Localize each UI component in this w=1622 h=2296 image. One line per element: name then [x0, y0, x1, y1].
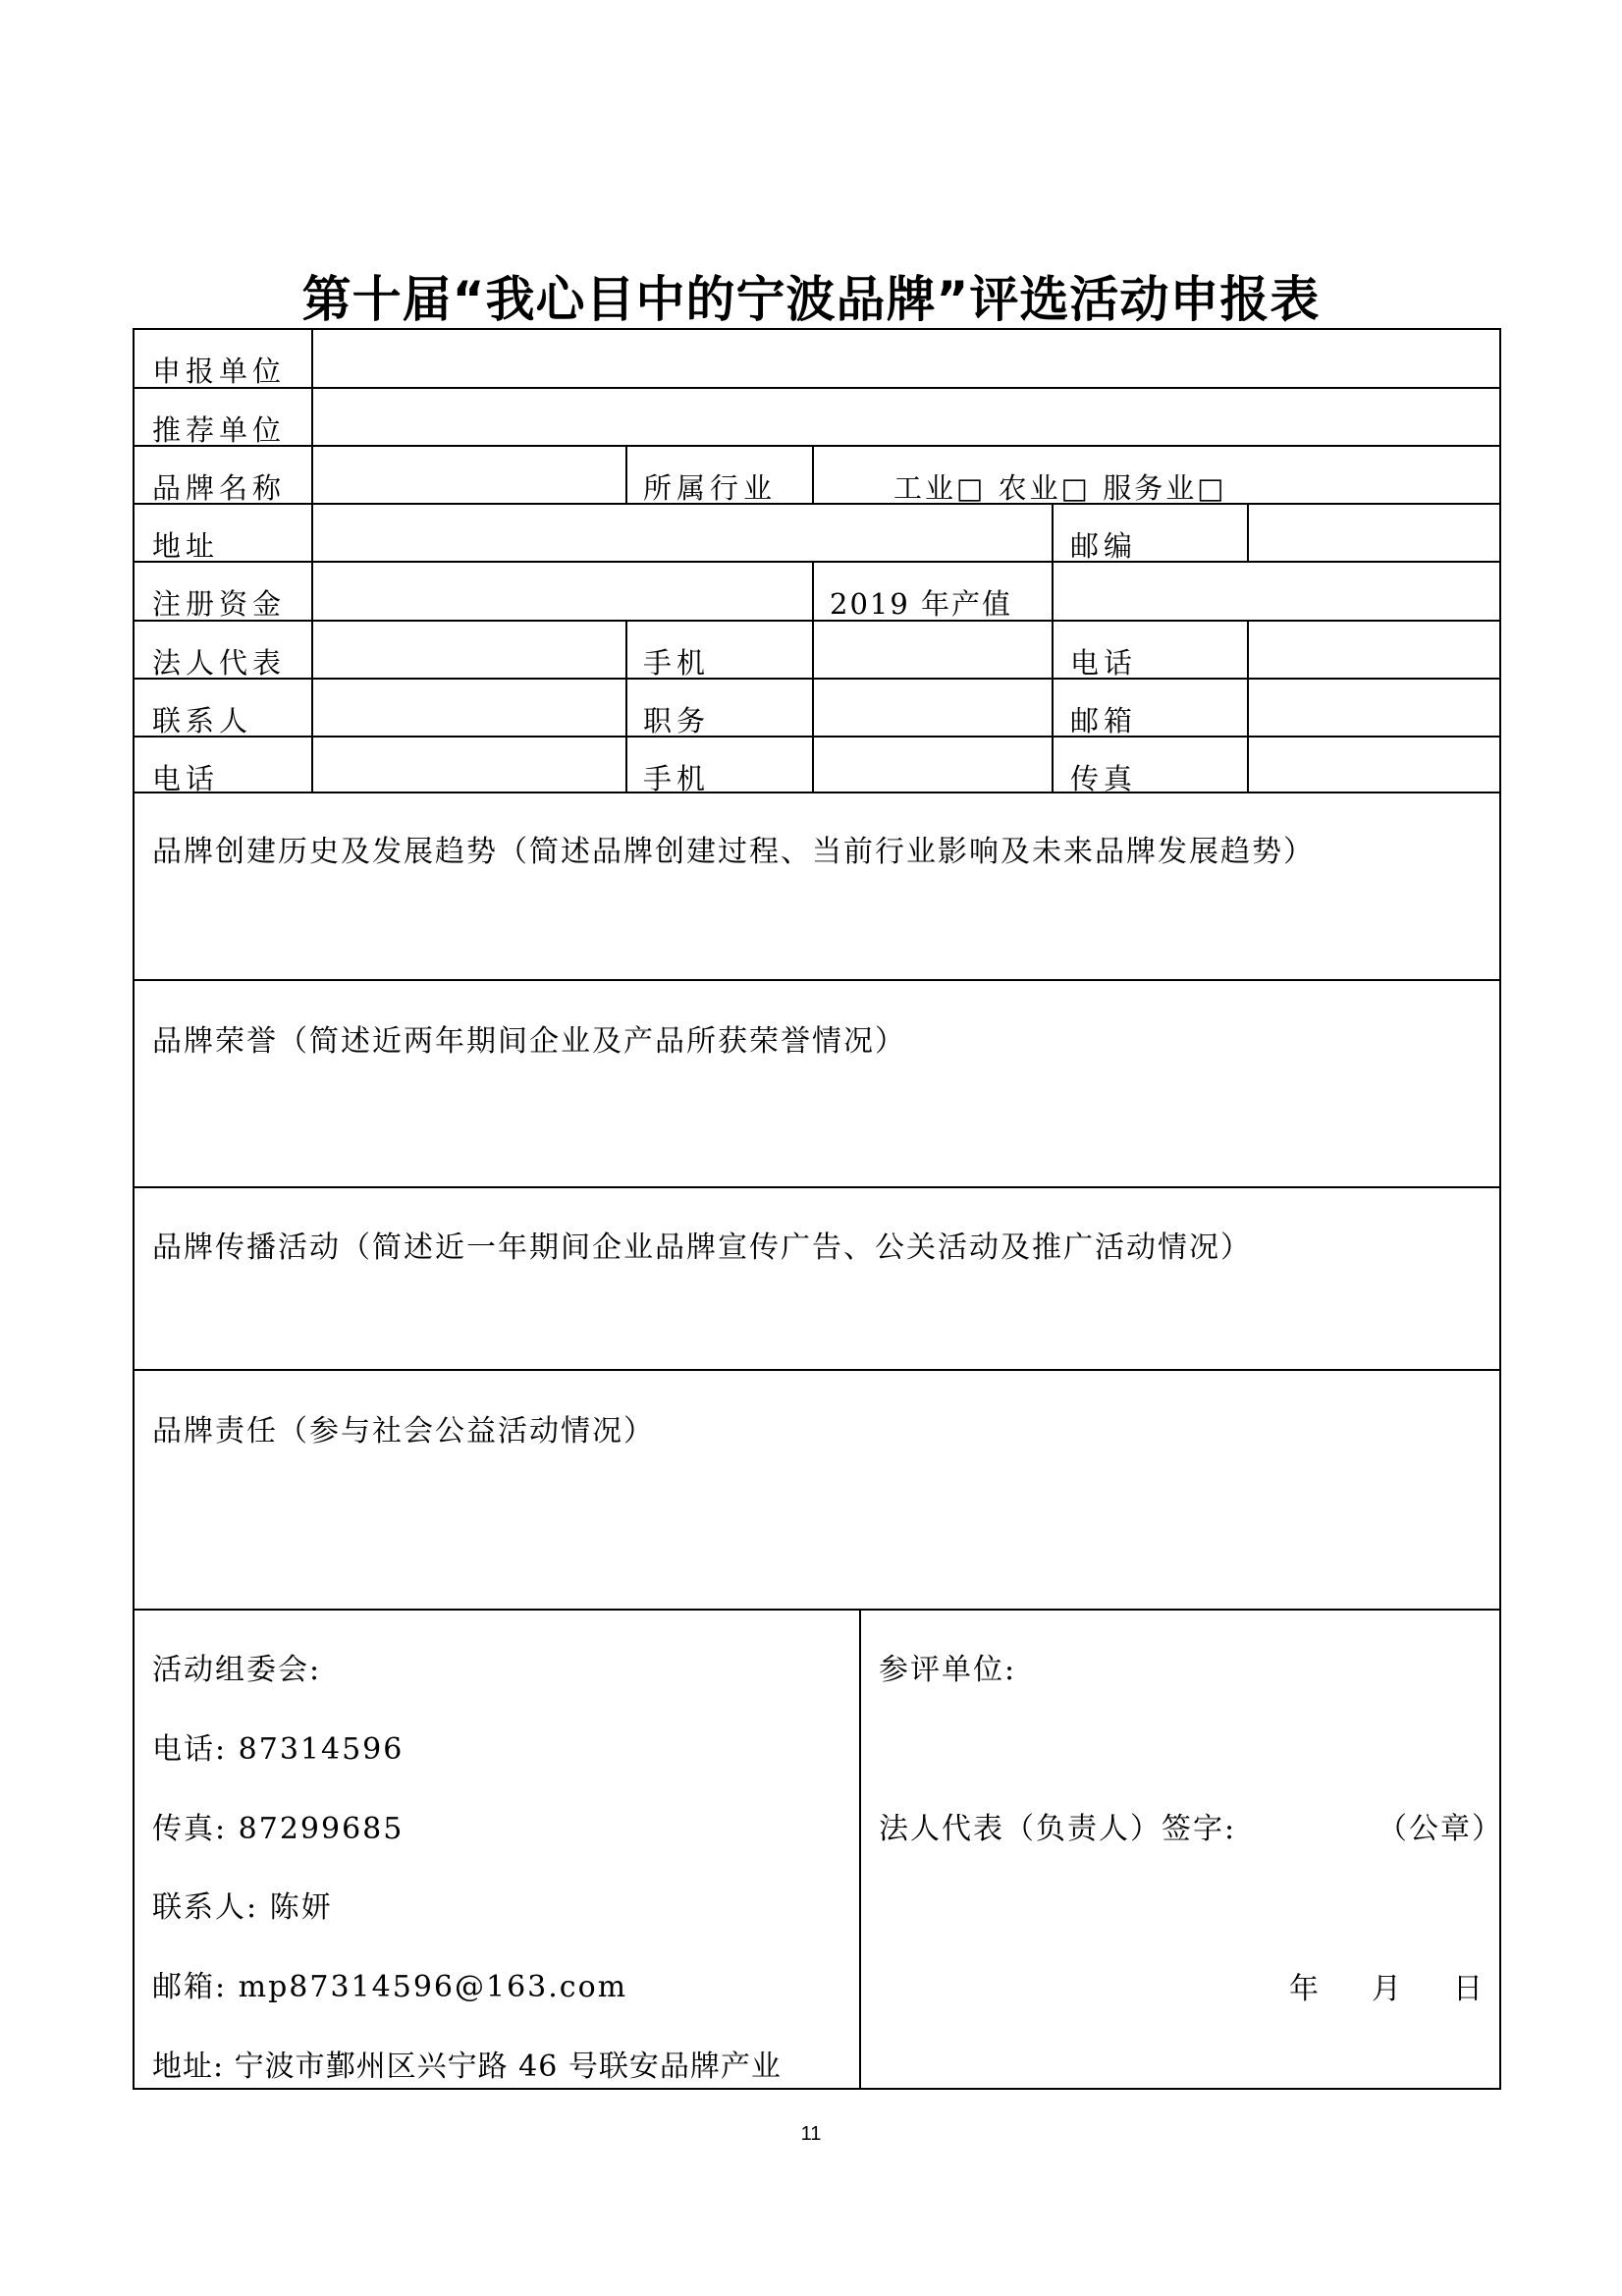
label-mobile: 手机: [643, 646, 711, 678]
label-address: 地址: [152, 529, 220, 561]
row-border: [133, 2088, 1501, 2090]
col-border: [625, 445, 627, 504]
label-recommending-unit: 推荐单位: [152, 413, 287, 445]
date-year: 年: [1289, 1972, 1321, 2006]
footer-divider: [859, 1609, 861, 2090]
form-title: 第十届“我心目中的宁波品牌”评选活动申报表: [301, 271, 1321, 328]
postcode-field[interactable]: [1249, 505, 1499, 561]
table-border-left: [133, 328, 135, 2090]
organizer-email: 邮箱: mp87314596@163.com: [152, 1970, 628, 2004]
row-border: [133, 1186, 1501, 1188]
date-day: 日: [1453, 1972, 1485, 2006]
label-brand-name: 品牌名称: [152, 471, 287, 503]
section-responsibility: 品牌责任（参与社会公益活动情况）: [152, 1414, 655, 1449]
label-contact: 联系人: [152, 704, 253, 736]
section-promotion: 品牌传播活动（简述近一年期间企业品牌宣传广告、公关活动及推广活动情况）: [152, 1230, 1252, 1265]
page-number: 11: [800, 2123, 822, 2145]
section-history: 品牌创建历史及发展趋势（简述品牌创建过程、当前行业影响及未来品牌发展趋势）: [152, 835, 1315, 869]
recommending-unit-field[interactable]: [313, 389, 1499, 445]
col-border: [812, 620, 814, 792]
label-industry: 所属行业: [643, 471, 778, 503]
label-mobile-2: 手机: [643, 762, 711, 792]
row-border: [133, 979, 1501, 981]
col-border: [1247, 620, 1249, 792]
label-legal-rep: 法人代表: [152, 646, 287, 678]
row-border: [133, 678, 1501, 680]
address-field[interactable]: [313, 505, 1052, 561]
brand-name-field[interactable]: [313, 447, 625, 503]
seal-label: （公章）: [1378, 1812, 1503, 1846]
applicant-unit-field[interactable]: [313, 330, 1499, 387]
label-phone: 电话: [1070, 646, 1138, 678]
participant-heading: 参评单位:: [879, 1653, 1017, 1687]
label-position: 职务: [643, 704, 711, 736]
organizer-heading: 活动组委会:: [152, 1653, 322, 1687]
row-border: [133, 792, 1501, 793]
registered-capital-field[interactable]: [313, 563, 812, 620]
label-phone-2: 电话: [152, 762, 220, 792]
signature-label: 法人代表（负责人）签字:: [879, 1812, 1237, 1846]
date-month: 月: [1372, 1972, 1403, 2006]
row-border: [133, 736, 1501, 738]
col-border: [625, 620, 627, 792]
row-border: [133, 620, 1501, 622]
label-fax: 传真: [1070, 762, 1138, 792]
col-border: [1052, 620, 1054, 792]
label-output-2019: 2019 年产值: [830, 587, 1013, 620]
industry-options[interactable]: 工业□ 农业□ 服务业□: [893, 471, 1227, 503]
output-2019-field[interactable]: [1054, 563, 1499, 620]
row-border: [133, 1369, 1501, 1371]
col-border: [1052, 503, 1054, 562]
organizer-phone: 电话: 87314596: [152, 1732, 405, 1767]
label-email: 邮箱: [1070, 704, 1138, 736]
label-applicant-unit: 申报单位: [152, 355, 287, 387]
row-border: [133, 1609, 1501, 1611]
col-border: [812, 445, 814, 504]
section-honors: 品牌荣誉（简述近两年期间企业及产品所获荣誉情况）: [152, 1024, 906, 1059]
organizer-fax: 传真: 87299685: [152, 1812, 405, 1846]
col-border: [812, 561, 814, 620]
label-postcode: 邮编: [1070, 529, 1138, 561]
label-registered-capital: 注册资金: [152, 587, 287, 620]
organizer-contact: 联系人: 陈妍: [152, 1890, 333, 1925]
organizer-address: 地址: 宁波市鄞州区兴宁路 46 号联安品牌产业: [152, 2050, 782, 2084]
